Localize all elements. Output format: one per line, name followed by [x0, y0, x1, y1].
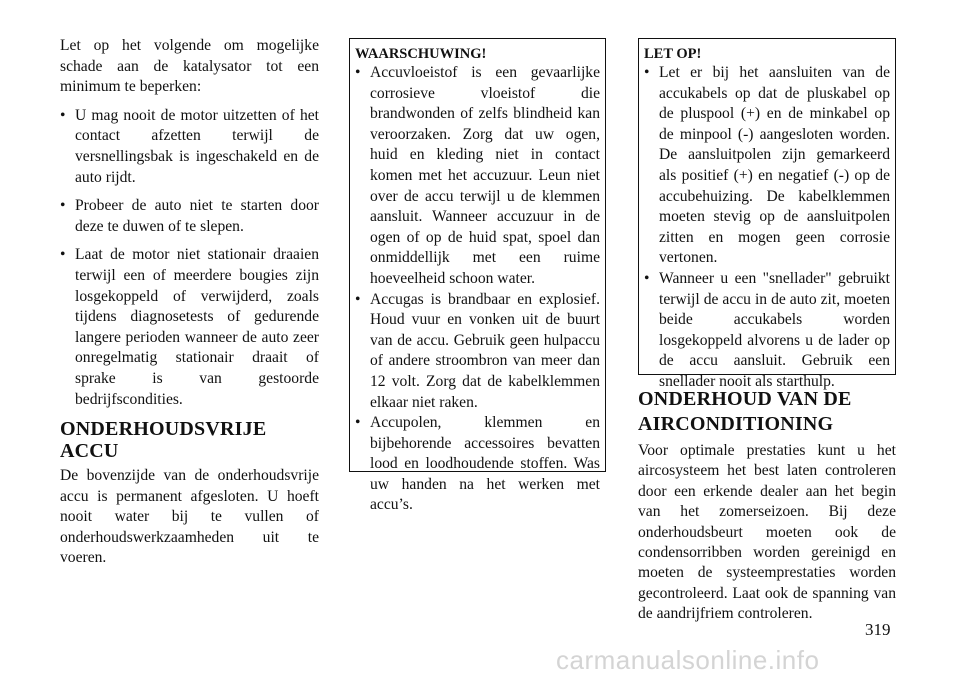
- section-heading-battery: ONDERHOUDSVRIJE ACCU: [60, 418, 267, 463]
- caution-bullet-list: [644, 63, 890, 393]
- bullet-icon: •: [355, 414, 361, 432]
- bullet-icon: •: [644, 64, 650, 81]
- caution-title: LET OP!: [644, 46, 702, 62]
- caution-box: [638, 38, 896, 390]
- warning-box: [349, 38, 606, 514]
- catalyst-bullet-list: [60, 106, 319, 410]
- watermark: carmanualsonline.info: [556, 645, 820, 675]
- left-column: [60, 36, 319, 569]
- bullet-icon: •: [60, 246, 66, 264]
- intro-paragraph: Let op het volgende om mogelijke schade aan de katalysator tot een minimum te beperken:: [60, 37, 319, 96]
- caution-bullet-item: • Wanneer u een "snellader" gebruikt terwijl de accu in de auto zit, moeten beide accukabels worden losgekoppeld alvorens u de lader op de accu aansluit. Gebruik een snellader nooit als starthulp.: [644, 269, 890, 390]
- battery-paragraph: De bovenzijde van de onderhoudsvrije accu is permanent afgesloten. U hoeft nooit water bij te vullen of onderhoudswerkzaamheden uit te voeren.: [60, 467, 319, 567]
- warning-bullet-item: • Accupolen, klemmen en bijbehorende accessoires bevatten lood en loodhoudende stoffen. Was uw handen na het werken met accu’s.: [355, 414, 600, 514]
- bullet-icon: •: [355, 64, 361, 81]
- bullet-icon: •: [60, 106, 66, 124]
- bullet-item: • Laat de motor niet stationair draaien terwijl een of meerdere bougies zijn losgekoppeld of verwijderd, zoals tijdens diagnosetests of gedurende langere perioden wanneer de auto zeer onregelmatig stationair draait of sprake is van gestoorde bedrijfscondities.: [60, 246, 319, 408]
- right-column: [638, 38, 896, 625]
- airco-paragraph: Voor optimale prestaties kunt u het aircosysteem het best laten controleren door een erkende dealer aan het begin van het zomerseizoen. Bij deze onderhoudsbeurt moeten ook de condensorribben worden gereinigd en moeten de systeemprestaties worden gecontroleerd. Laat ook de spanning van de aandrijfriem controleren.: [638, 442, 896, 623]
- middle-column: [349, 38, 606, 514]
- warning-bullet-list: [355, 63, 600, 516]
- warning-bullet-item: • Accugas is brandbaar en explosief. Houd vuur en vonken uit de buurt van de accu. Gebruik geen hulpaccu of andere stroombron van meer dan 12 volt. Zorg dat de kabelklemmen elkaar niet raken.: [355, 290, 600, 411]
- bullet-icon: •: [644, 269, 650, 287]
- caution-bullet-item: • Let er bij het aansluiten van de accukabels op dat de pluskabel op de pluspool (+) en de minkabel op de minpool (-) aangesloten worden. De aansluitpolen zijn gemarkeerd als positief (+) en negatief (-) op de accubehuizing. De kabelklemmen moeten stevig op de aansluitpolen zitten en mogen geen corrosie vertonen.: [644, 64, 890, 267]
- warning-bullet-item: • Accuvloeistof is een gevaarlijke corrosieve vloeistof die brandwonden of zelfs blindheid kan veroorzaken. Zorg dat uw ogen, huid en kleding niet in contact komen met het accuzuur. Leun niet over de accu terwijl u de klemmen aansluit. Wanneer accuzuur in de ogen of op de huid spat, spoel dan onmiddellijk met een ruime hoeveelheid schoon water.: [355, 64, 600, 287]
- bullet-item: • Probeer de auto niet te starten door deze te duwen of te slepen.: [60, 197, 319, 235]
- bullet-icon: •: [355, 290, 361, 308]
- bullet-icon: •: [60, 197, 66, 215]
- section-heading-airco: ONDERHOUD VAN DE AIRCONDITIONING: [638, 388, 852, 435]
- warning-title: WAARSCHUWING!: [355, 46, 487, 62]
- bullet-item: • U mag nooit de motor uitzetten of het contact afzetten terwijl de versnellingsbak is ingeschakeld en de auto rijdt.: [60, 106, 319, 186]
- page-number: 319: [865, 620, 891, 639]
